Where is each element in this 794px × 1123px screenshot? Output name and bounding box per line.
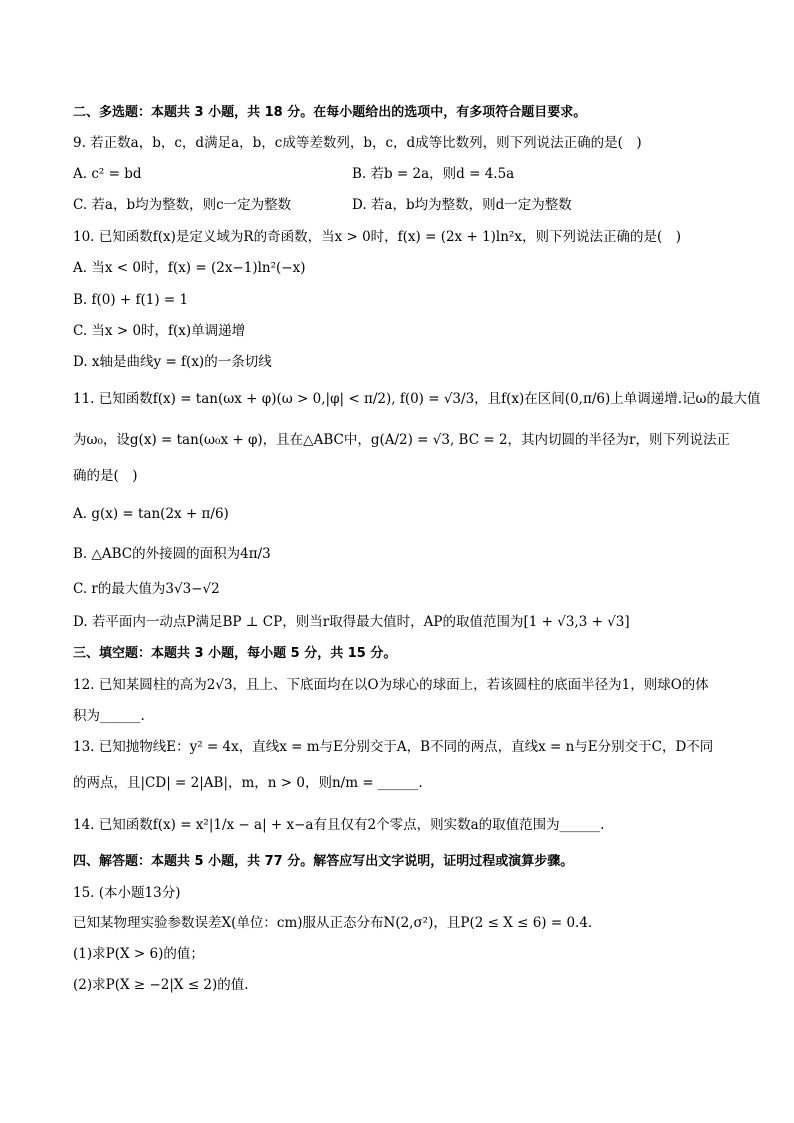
question-12-line-1: 12. 已知某圆柱的高为2√3，且上、下底面均在以O为球心的球面上，若该圆柱的底面半径为1，则球O的体 bbox=[73, 677, 709, 693]
question-9-option-c: C. 若a，b均为整数，则c一定为整数 bbox=[73, 197, 292, 213]
question-10-option-c: C. 当x > 0时，f(x)单调递增 bbox=[73, 323, 246, 339]
question-11-option-d: D. 若平面内一动点P满足BP ⊥ CP，则当r取得最大值时，AP的取值范围为[1 + √3,3 + √3] bbox=[73, 614, 630, 630]
question-15-part-2: (2)求P(X ≥ −2|X ≤ 2)的值. bbox=[73, 977, 249, 993]
question-9-option-b: B. 若b = 2a，则d = 4.5a bbox=[352, 166, 515, 182]
question-9-option-a: A. c² = bd bbox=[73, 166, 142, 182]
question-11-option-b: B. △ABC的外接圆的面积为4π/3 bbox=[73, 546, 271, 562]
question-11-stem-line-1: 11. 已知函数f(x) = tan(ωx + φ)(ω > 0,|φ| < π/2), f(0) = √3/3，且f(x)在区间(0,π/6)上单调递增.记ω的最大值 bbox=[73, 391, 761, 407]
question-15-stem: 已知某物理实验参数误差X(单位：cm)服从正态分布N(2,σ²)，且P(2 ≤ X ≤ 6) = 0.4. bbox=[73, 915, 593, 931]
question-10-stem: 10. 已知函数f(x)是定义域为R的奇函数，当x > 0时，f(x) = (2x + 1)ln²x，则下列说法正确的是( ) bbox=[73, 229, 681, 245]
section-heading-solutions: 四、解答题：本题共 5 小题，共 77 分。解答应写出文字说明，证明过程或演算步骤。 bbox=[73, 854, 574, 869]
question-11-option-c: C. r的最大值为3√3−√2 bbox=[73, 581, 220, 597]
question-11-stem-line-2: 为ω₀，设g(x) = tan(ω₀x + φ)，且在△ABC中，g(A/2) = √3, BC = 2，其内切圆的半径为r，则下列说法正 bbox=[73, 432, 730, 448]
section-heading-multiple-choice: 二、多选题：本题共 3 小题，共 18 分。在每小题给出的选项中，有多项符合题目要求。 bbox=[73, 105, 587, 120]
question-14-line-1: 14. 已知函数f(x) = x²|1/x − a| + x−a有且仅有2个零点，则实数a的取值范围为______. bbox=[73, 817, 605, 833]
question-11-stem-line-3: 确的是( ) bbox=[73, 468, 138, 484]
section-heading-fill-in: 三、填空题：本题共 3 小题，每小题 5 分，共 15 分。 bbox=[73, 646, 397, 661]
question-10-option-d: D. x轴是曲线y = f(x)的一条切线 bbox=[73, 354, 272, 370]
question-10-option-a: A. 当x < 0时，f(x) = (2x−1)ln²(−x) bbox=[73, 260, 306, 276]
question-13-line-2: 的两点，且|CD| = 2|AB|，m，n > 0，则n/m = ______. bbox=[73, 775, 423, 791]
question-9-stem: 9. 若正数a，b，c，d满足a，b，c成等差数列，b，c，d成等比数列，则下列说法正确的是( ) bbox=[73, 135, 642, 151]
question-15-part-1: (1)求P(X > 6)的值； bbox=[73, 946, 204, 962]
question-12-line-2: 积为______. bbox=[73, 708, 145, 724]
question-11-option-a: A. g(x) = tan(2x + π/6) bbox=[73, 506, 229, 522]
question-15-header: 15. (本小题13分) bbox=[73, 885, 181, 901]
question-9-option-d: D. 若a，b均为整数，则d一定为整数 bbox=[352, 197, 572, 213]
question-13-line-1: 13. 已知抛物线E：y² = 4x，直线x = m与E分别交于A，B不同的两点，直线x = n与E分别交于C，D不同 bbox=[73, 739, 714, 755]
question-10-option-b: B. f(0) + f(1) = 1 bbox=[73, 292, 189, 308]
